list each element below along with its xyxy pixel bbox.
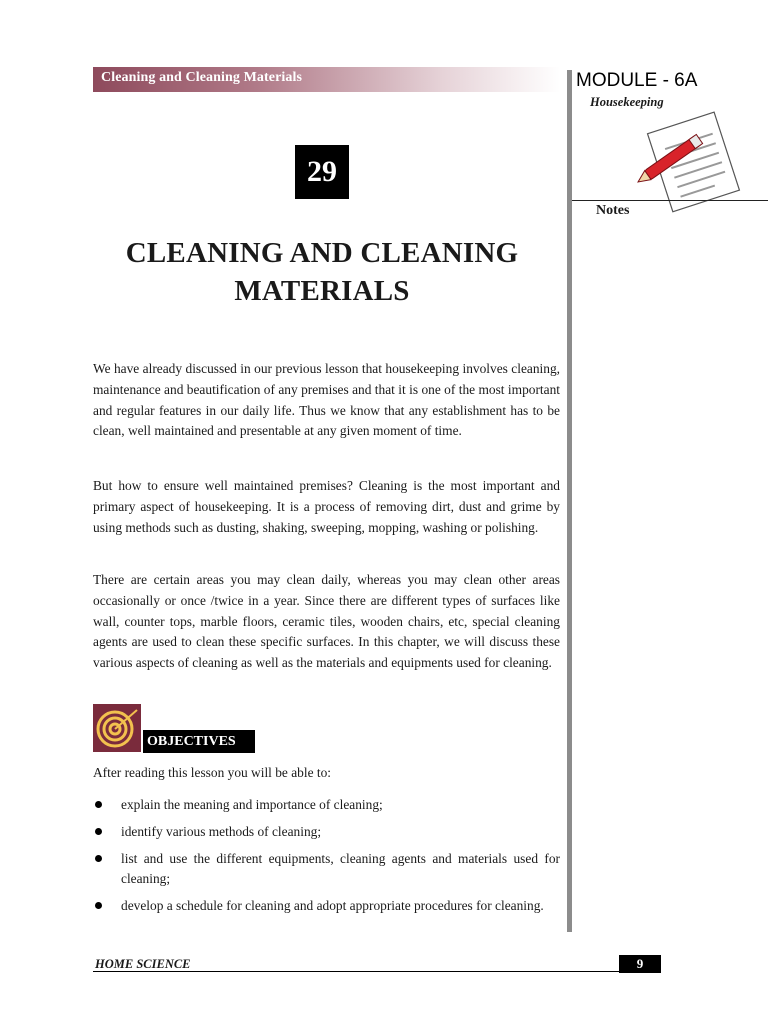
notes-rule xyxy=(572,200,768,201)
module-title: MODULE - 6A xyxy=(576,70,698,91)
header-band-label: Cleaning and Cleaning Materials xyxy=(101,70,303,85)
page-number: 9 xyxy=(619,955,661,973)
bullet-icon xyxy=(95,801,102,808)
bullet-icon xyxy=(95,855,102,862)
footer-rule xyxy=(93,971,661,972)
list-item: identify various methods of cleaning; xyxy=(93,822,560,842)
objectives-list xyxy=(93,795,560,923)
list-item: develop a schedule for cleaning and adopt appropriate procedures for cleaning. xyxy=(93,896,560,916)
footer-label: HOME SCIENCE xyxy=(95,957,191,971)
target-spiral-icon xyxy=(93,704,141,752)
bullet-icon xyxy=(95,902,102,909)
chapter-title xyxy=(93,234,551,310)
list-item: explain the meaning and importance of cleaning; xyxy=(93,795,560,815)
list-item: list and use the different equipments, cleaning agents and materials used for cleaning; xyxy=(93,849,560,889)
objectives-heading: OBJECTIVES xyxy=(143,730,255,753)
intro-paragraph-2: But how to ensure well maintained premises? Cleaning is the most important and primary aspect of housekeeping. It is a process of removing dirt, dust and grime by using methods such as dusting, shaking, sweeping, mopping, washing or polishing. xyxy=(93,478,560,535)
intro-paragraph-1: We have already discussed in our previous lesson that housekeeping involves cleaning, maintenance and beautification of any premises and that it is one of the most important and regular features in our daily life. Thus we know that any establishment has to be clean, well maintained and presentable at any given moment of time. xyxy=(93,361,560,439)
chapter-title-line-2: MATERIALS xyxy=(234,275,410,307)
pencil-and-notepad-icon xyxy=(636,108,744,214)
bullet-icon xyxy=(95,828,102,835)
module-subtitle: Housekeeping xyxy=(590,95,664,109)
intro-paragraph-3: There are certain areas you may clean daily, whereas you may clean other areas occasionally or once /twice in a year. Since there are different types of surfaces like wall, counter tops, marble floors, ceramic tiles, wooden chairs, etc, special cleaning agents are used to clean these specific surfaces. In this chapter, we will discuss these various aspects of cleaning as well as the materials and equipments used for cleaning. xyxy=(93,572,560,671)
chapter-title-line-1: CLEANING AND CLEANING xyxy=(125,237,519,269)
objectives-intro: After reading this lesson you will be able to: xyxy=(93,765,332,780)
chapter-number: 29 xyxy=(295,145,349,199)
notes-label: Notes xyxy=(596,203,630,218)
header-band xyxy=(93,67,560,92)
